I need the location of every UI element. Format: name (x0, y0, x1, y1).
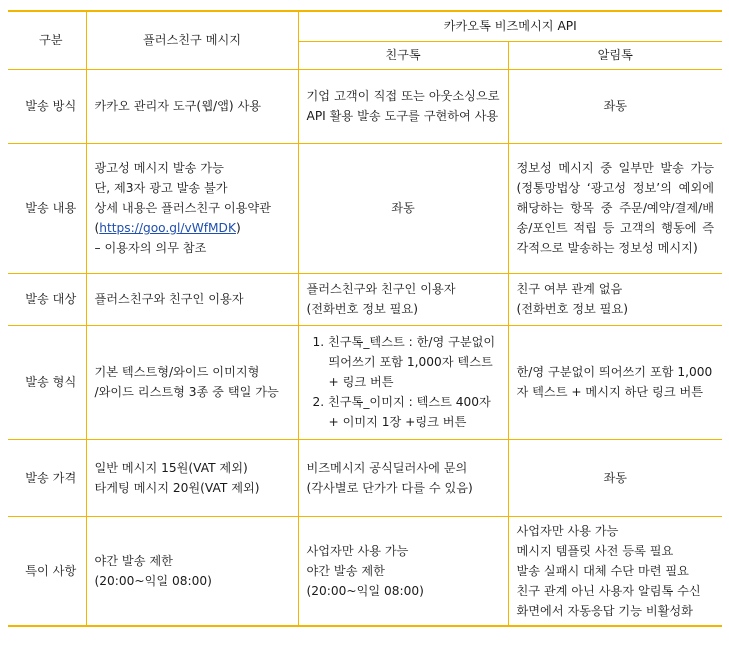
row-category: 발송 방식 (8, 69, 86, 143)
cell-plus (86, 273, 298, 325)
header-biz-message-api: 카카오톡 비즈메시지 API (298, 11, 722, 41)
row-category: 발송 내용 (8, 143, 86, 273)
cell-line: 정보성 메시지 중 일부만 발송 가능 (정통망법상 ‘광고성 정보’의 예외에 해당하는 항목 중 주문/예약/결제/배송/포인트 적립 등 고객의 행동에 즉각적으로 발송하는 정보성 메시지) (516, 161, 714, 255)
cell-line: 사업자만 사용 가능 (516, 523, 619, 538)
cell-friendtalk (298, 273, 508, 325)
cell-friendtalk (298, 69, 508, 143)
cell-line: (각사별로 단가가 다를 수 있음) (306, 480, 473, 495)
cell-line: 단, 제3자 광고 발송 불가 (94, 181, 228, 195)
row-category: 발송 형식 (8, 325, 86, 439)
friendtalk-format-list (307, 332, 500, 432)
cell-notificationtalk (508, 325, 722, 439)
cell-line: 플러스친구와 친구인 이용자 (306, 282, 456, 296)
cell-notificationtalk (508, 143, 722, 273)
cell-plus (86, 439, 298, 516)
cell-notificationtalk (508, 516, 722, 626)
cell-friendtalk: 좌동 (298, 143, 508, 273)
header-notificationtalk: 알림톡 (508, 41, 722, 69)
table-row (8, 439, 722, 516)
cell-line: – 이용자의 의무 참조 (94, 241, 207, 255)
cell-line: (20:00~익일 08:00) (306, 583, 424, 598)
cell-line: 한/영 구분없이 띄어쓰기 포함 1,000자 텍스트 + 메시지 하단 링크 버튼 (516, 365, 713, 399)
cell-line: 야간 발송 제한 (306, 563, 385, 578)
cell-line: 일반 메시지 15원(VAT 제외) (94, 460, 248, 475)
cell-friendtalk (298, 325, 508, 439)
cell-plus (86, 69, 298, 143)
cell-notificationtalk: 좌동 (508, 69, 722, 143)
table-row (8, 69, 722, 143)
cell-line: /와이드 리스트형 3종 중 택일 가능 (94, 385, 279, 399)
cell-line: 비즈메시지 공식딜러사에 문의 (306, 460, 468, 475)
cell-line: 친구 관계 아닌 사용자 알림톡 수신 화면에서 자동응답 기능 비활성화 (516, 583, 701, 618)
list-item: 2. 친구톡_이미지 : 텍스트 400자 + 이미지 1장 +링크 버튼 (312, 395, 491, 429)
cell-line: 사업자만 사용 가능 (306, 543, 409, 558)
cell-friendtalk (298, 516, 508, 626)
table-row (8, 516, 722, 626)
comparison-table (8, 10, 722, 627)
cell-line: 타게팅 메시지 20원(VAT 제외) (94, 480, 260, 495)
cell-line: 기업 고객이 직접 또는 아웃소싱으로 API 활용 발송 도구를 구현하여 사용 (306, 89, 500, 123)
cell-friendtalk (298, 439, 508, 516)
terms-link[interactable]: https://goo.gl/vWfMDK (99, 221, 236, 235)
cell-line: 기본 텍스트형/와이드 이미지형 (94, 365, 260, 379)
cell-notificationtalk: 좌동 (508, 439, 722, 516)
table-row (8, 273, 722, 325)
row-category: 발송 가격 (8, 439, 86, 516)
cell-line: 상세 내용은 플러스친구 이용약관 (94, 201, 271, 215)
cell-line: (20:00~익일 08:00) (94, 573, 212, 588)
table-row (8, 325, 722, 439)
cell-line: (전화번호 정보 필요) (306, 302, 418, 316)
cell-line: (전화번호 정보 필요) (516, 302, 628, 316)
header-category: 구분 (8, 11, 86, 69)
cell-plus (86, 325, 298, 439)
cell-line: 플러스친구와 친구인 이용자 (94, 292, 244, 306)
cell-line: 야간 발송 제한 (94, 553, 173, 568)
header-friendtalk: 친구톡 (298, 41, 508, 69)
table-row (8, 143, 722, 273)
header-plus-friend-message: 플러스친구 메시지 (86, 11, 298, 69)
cell-notificationtalk (508, 273, 722, 325)
cell-line: 카카오 관리자 도구(웹/앱) 사용 (94, 99, 262, 113)
cell-line: (https://goo.gl/vWfMDK) (94, 221, 241, 235)
row-category: 특이 사항 (8, 516, 86, 626)
list-item: 1. 친구톡_텍스트 : 한/영 구분없이 띄어쓰기 포함 1,000자 텍스트 + 링크 버튼 (312, 335, 496, 389)
cell-plus (86, 143, 298, 273)
cell-plus (86, 516, 298, 626)
row-category: 발송 대상 (8, 273, 86, 325)
cell-line: 광고성 메시지 발송 가능 (94, 161, 224, 175)
cell-line: 발송 실패시 대체 수단 마련 필요 (516, 563, 689, 578)
cell-line: 친구 여부 관계 없음 (516, 282, 623, 296)
cell-line: 메시지 템플릿 사전 등록 필요 (516, 543, 674, 558)
